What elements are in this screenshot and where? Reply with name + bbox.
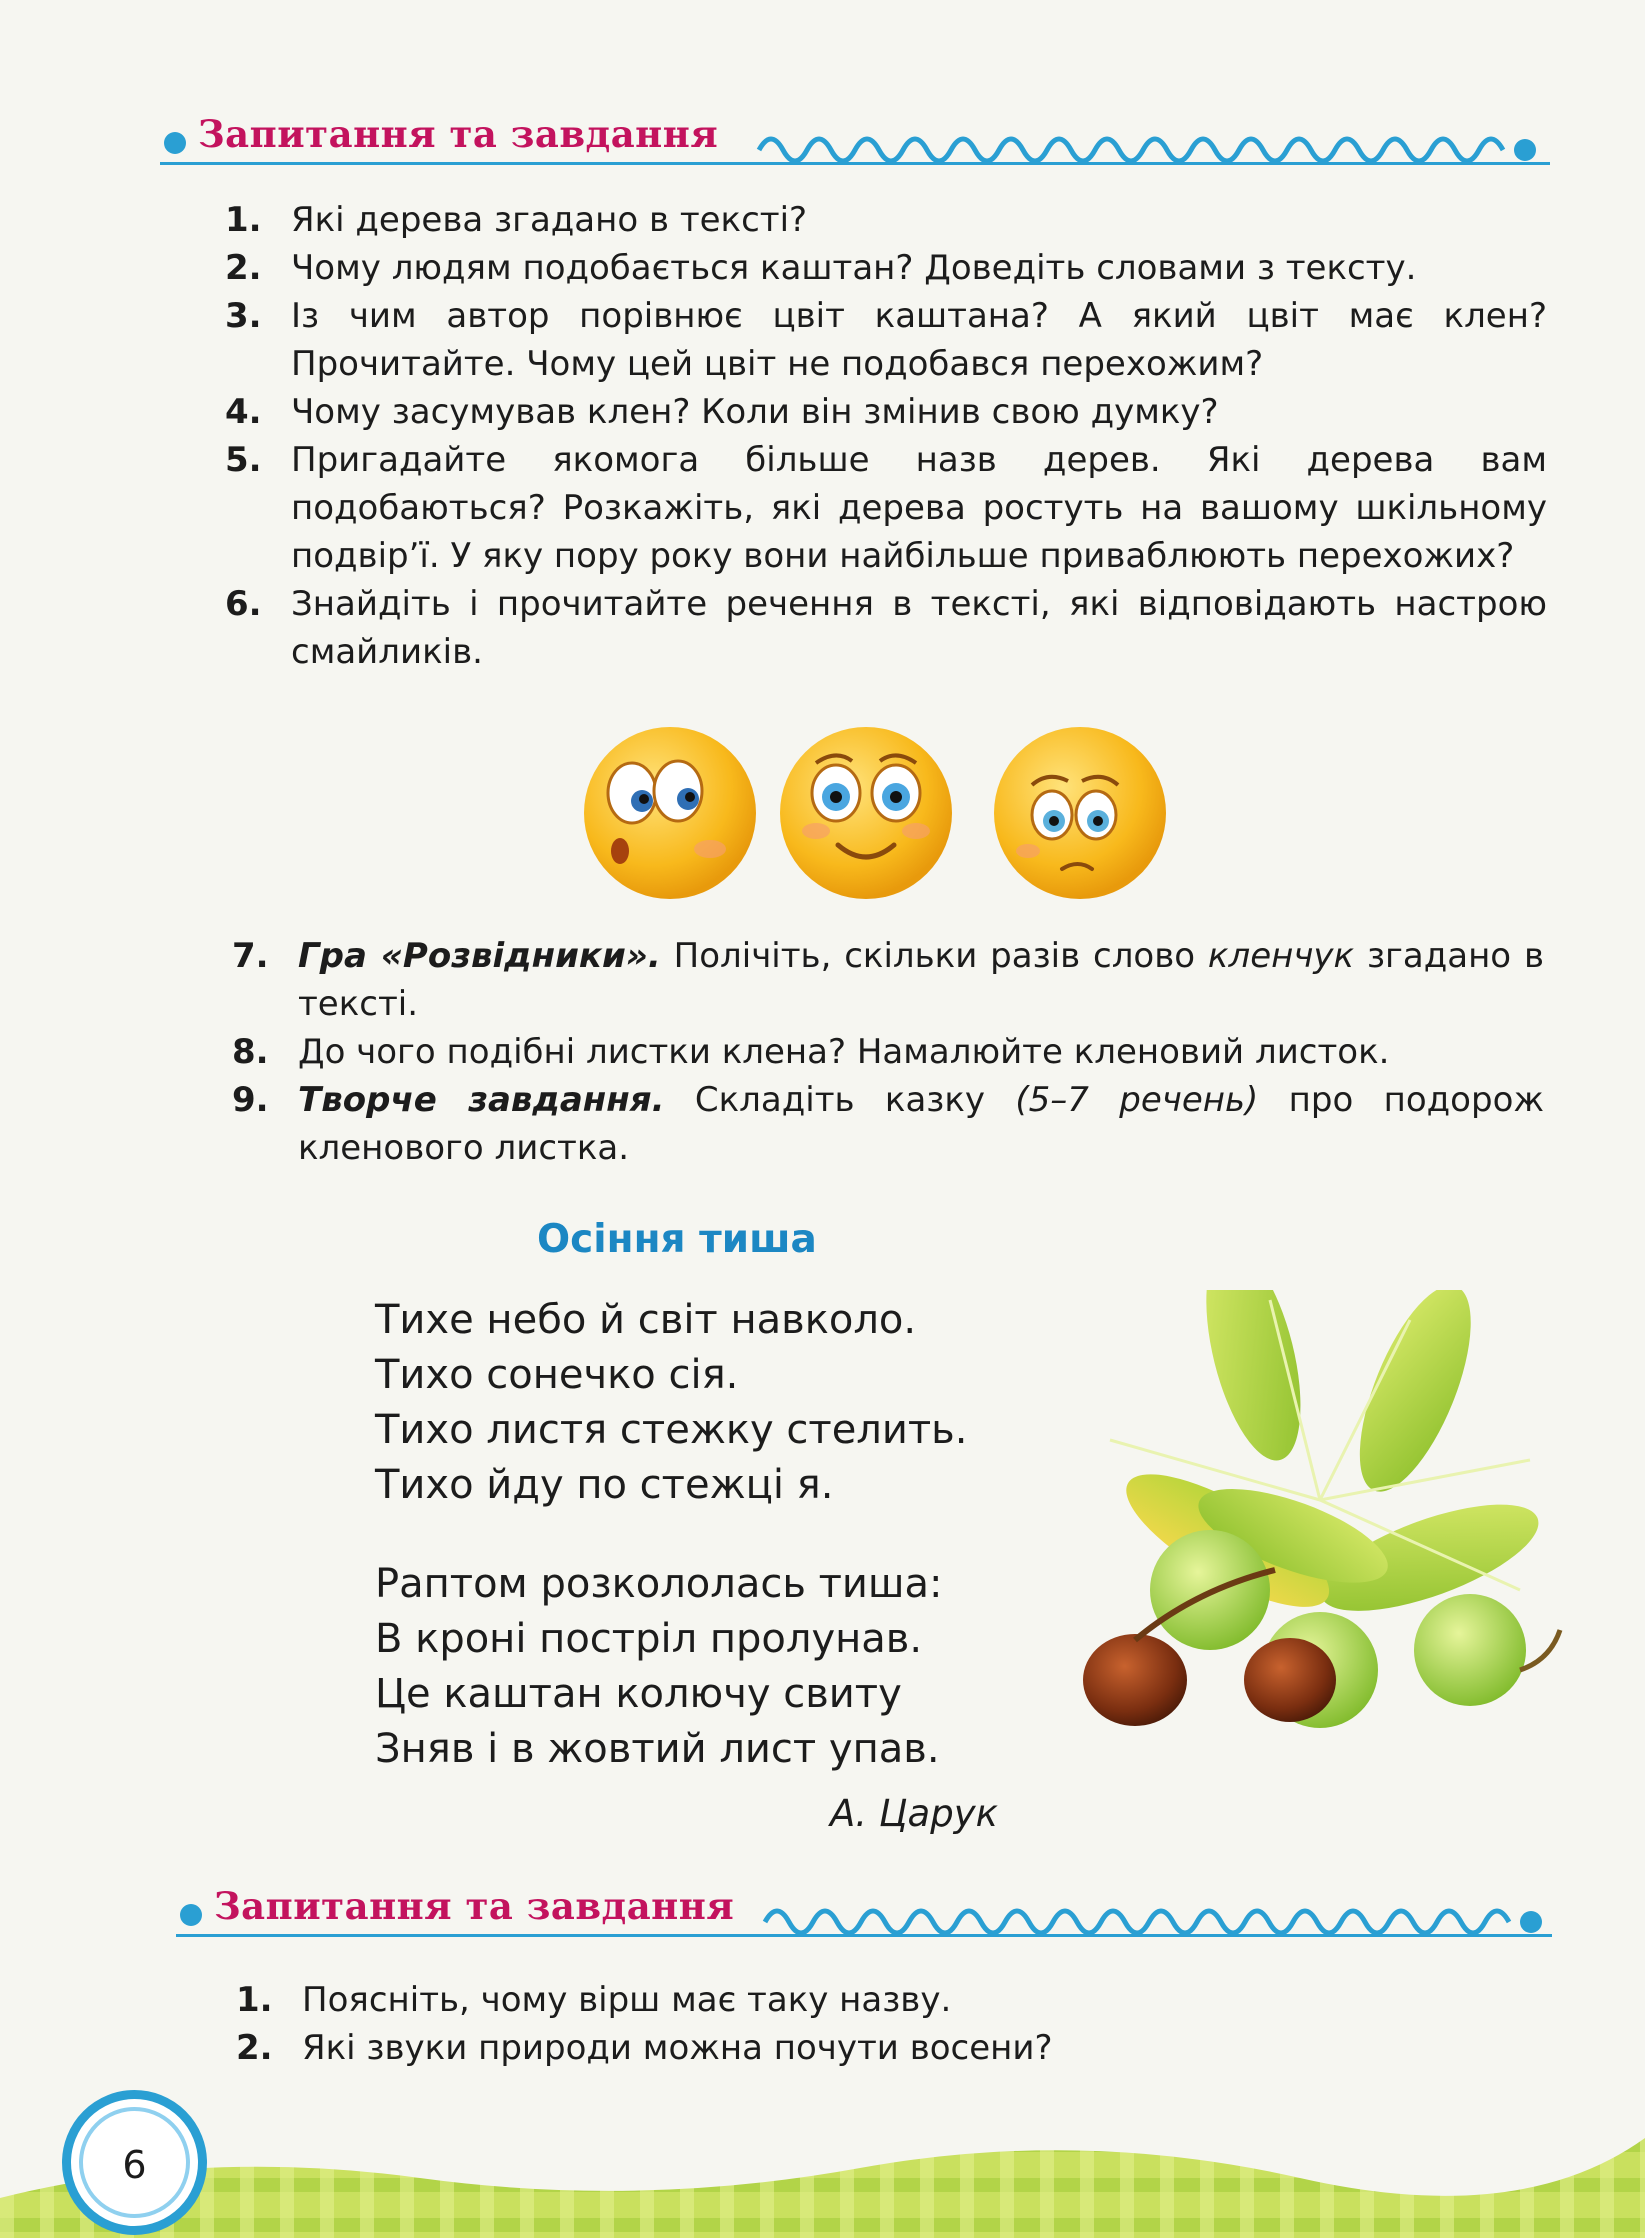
wave-ornament-icon: [755, 114, 1545, 162]
question-list-1: [225, 196, 1547, 676]
poem-line: Зняв і в жовтий лист упав.: [375, 1726, 940, 1772]
surprised-smiley-icon: [580, 723, 760, 903]
poem-title: Осіння тиша: [537, 1217, 817, 1262]
chestnut-leaf-illustration-icon: [1050, 1290, 1610, 1760]
list-item: 2. Чому людям подобається каштан? Доведіть словами з тексту.: [225, 248, 1417, 288]
bullet-dot-icon: [164, 132, 186, 154]
list-item: 3. Із чим автор порівнює цвіт каштана? А який цвіт має клен? Прочитайте. Чому цей цвіт не подобався перехожим?: [225, 296, 1547, 384]
poem-line: Тихо йду по стежці я.: [375, 1462, 834, 1508]
list-item: 8. До чого подібні листки клена? Намалюйте кленовий листок.: [232, 1032, 1390, 1072]
list-item: 7. Гра «Розвідники». Полічіть, скільки разів слово кленчук згадано в тексті.: [232, 936, 1544, 1024]
poem-line: Тихо листя стежку стелить.: [375, 1407, 968, 1453]
section-header-2: [176, 1880, 1552, 1936]
poem-stanza-2: [375, 1557, 943, 1777]
poem-line: В кроні постріл пролунав.: [375, 1616, 923, 1662]
poem-stanza-1: [375, 1293, 967, 1513]
page-number: 6: [122, 2143, 147, 2187]
footer-grass-band: [0, 2138, 1645, 2238]
header-rule: [160, 162, 1550, 165]
bullet-dot-icon: [180, 1904, 202, 1926]
wave-ornament-icon: [761, 1886, 1551, 1934]
poem-line: Тихо сонечко сія.: [375, 1352, 739, 1398]
section-header-1: [160, 108, 1550, 164]
list-item: 4. Чому засумував клен? Коли він змінив свою думку?: [225, 392, 1219, 432]
section-title: Запитання та завдання: [214, 1884, 735, 1928]
list-item: 1. Які дерева згадано в тексті?: [225, 200, 808, 240]
poem-line: Це каштан колючу свиту: [375, 1671, 902, 1717]
poem-author: А. Царук: [830, 1792, 998, 1835]
list-item: 9. Творче завдання. Складіть казку (5–7 речень) про подорож кленового листка.: [232, 1080, 1544, 1168]
question-list-2: [236, 1976, 1536, 2072]
happy-smiley-icon: [776, 723, 956, 903]
list-item: 6. Знайдіть і прочитайте речення в тексті, які відповідають настрою смайликів.: [225, 584, 1547, 672]
list-item: 2. Які звуки природи можна почути восени?: [236, 2028, 1053, 2068]
list-item: 5. Пригадайте якомога більше назв дерев. Які дерева вам подобаються? Розкажіть, які дерева ростуть на вашому шкільному подвір’ї. У яку пору року вони найбільше приваблюють перехожих?: [225, 440, 1547, 576]
poem-line: Тихе небо й світ навколо.: [375, 1297, 917, 1343]
header-rule: [176, 1934, 1552, 1937]
list-item: 1. Поясніть, чому вірш має таку назву.: [236, 1980, 952, 2020]
page-number-badge: [62, 2090, 207, 2235]
section-title: Запитання та завдання: [198, 112, 719, 156]
sad-smiley-icon: [990, 723, 1170, 903]
question-list-1-cont: [232, 932, 1544, 1172]
poem-line: Раптом розкололась тиша:: [375, 1561, 943, 1607]
